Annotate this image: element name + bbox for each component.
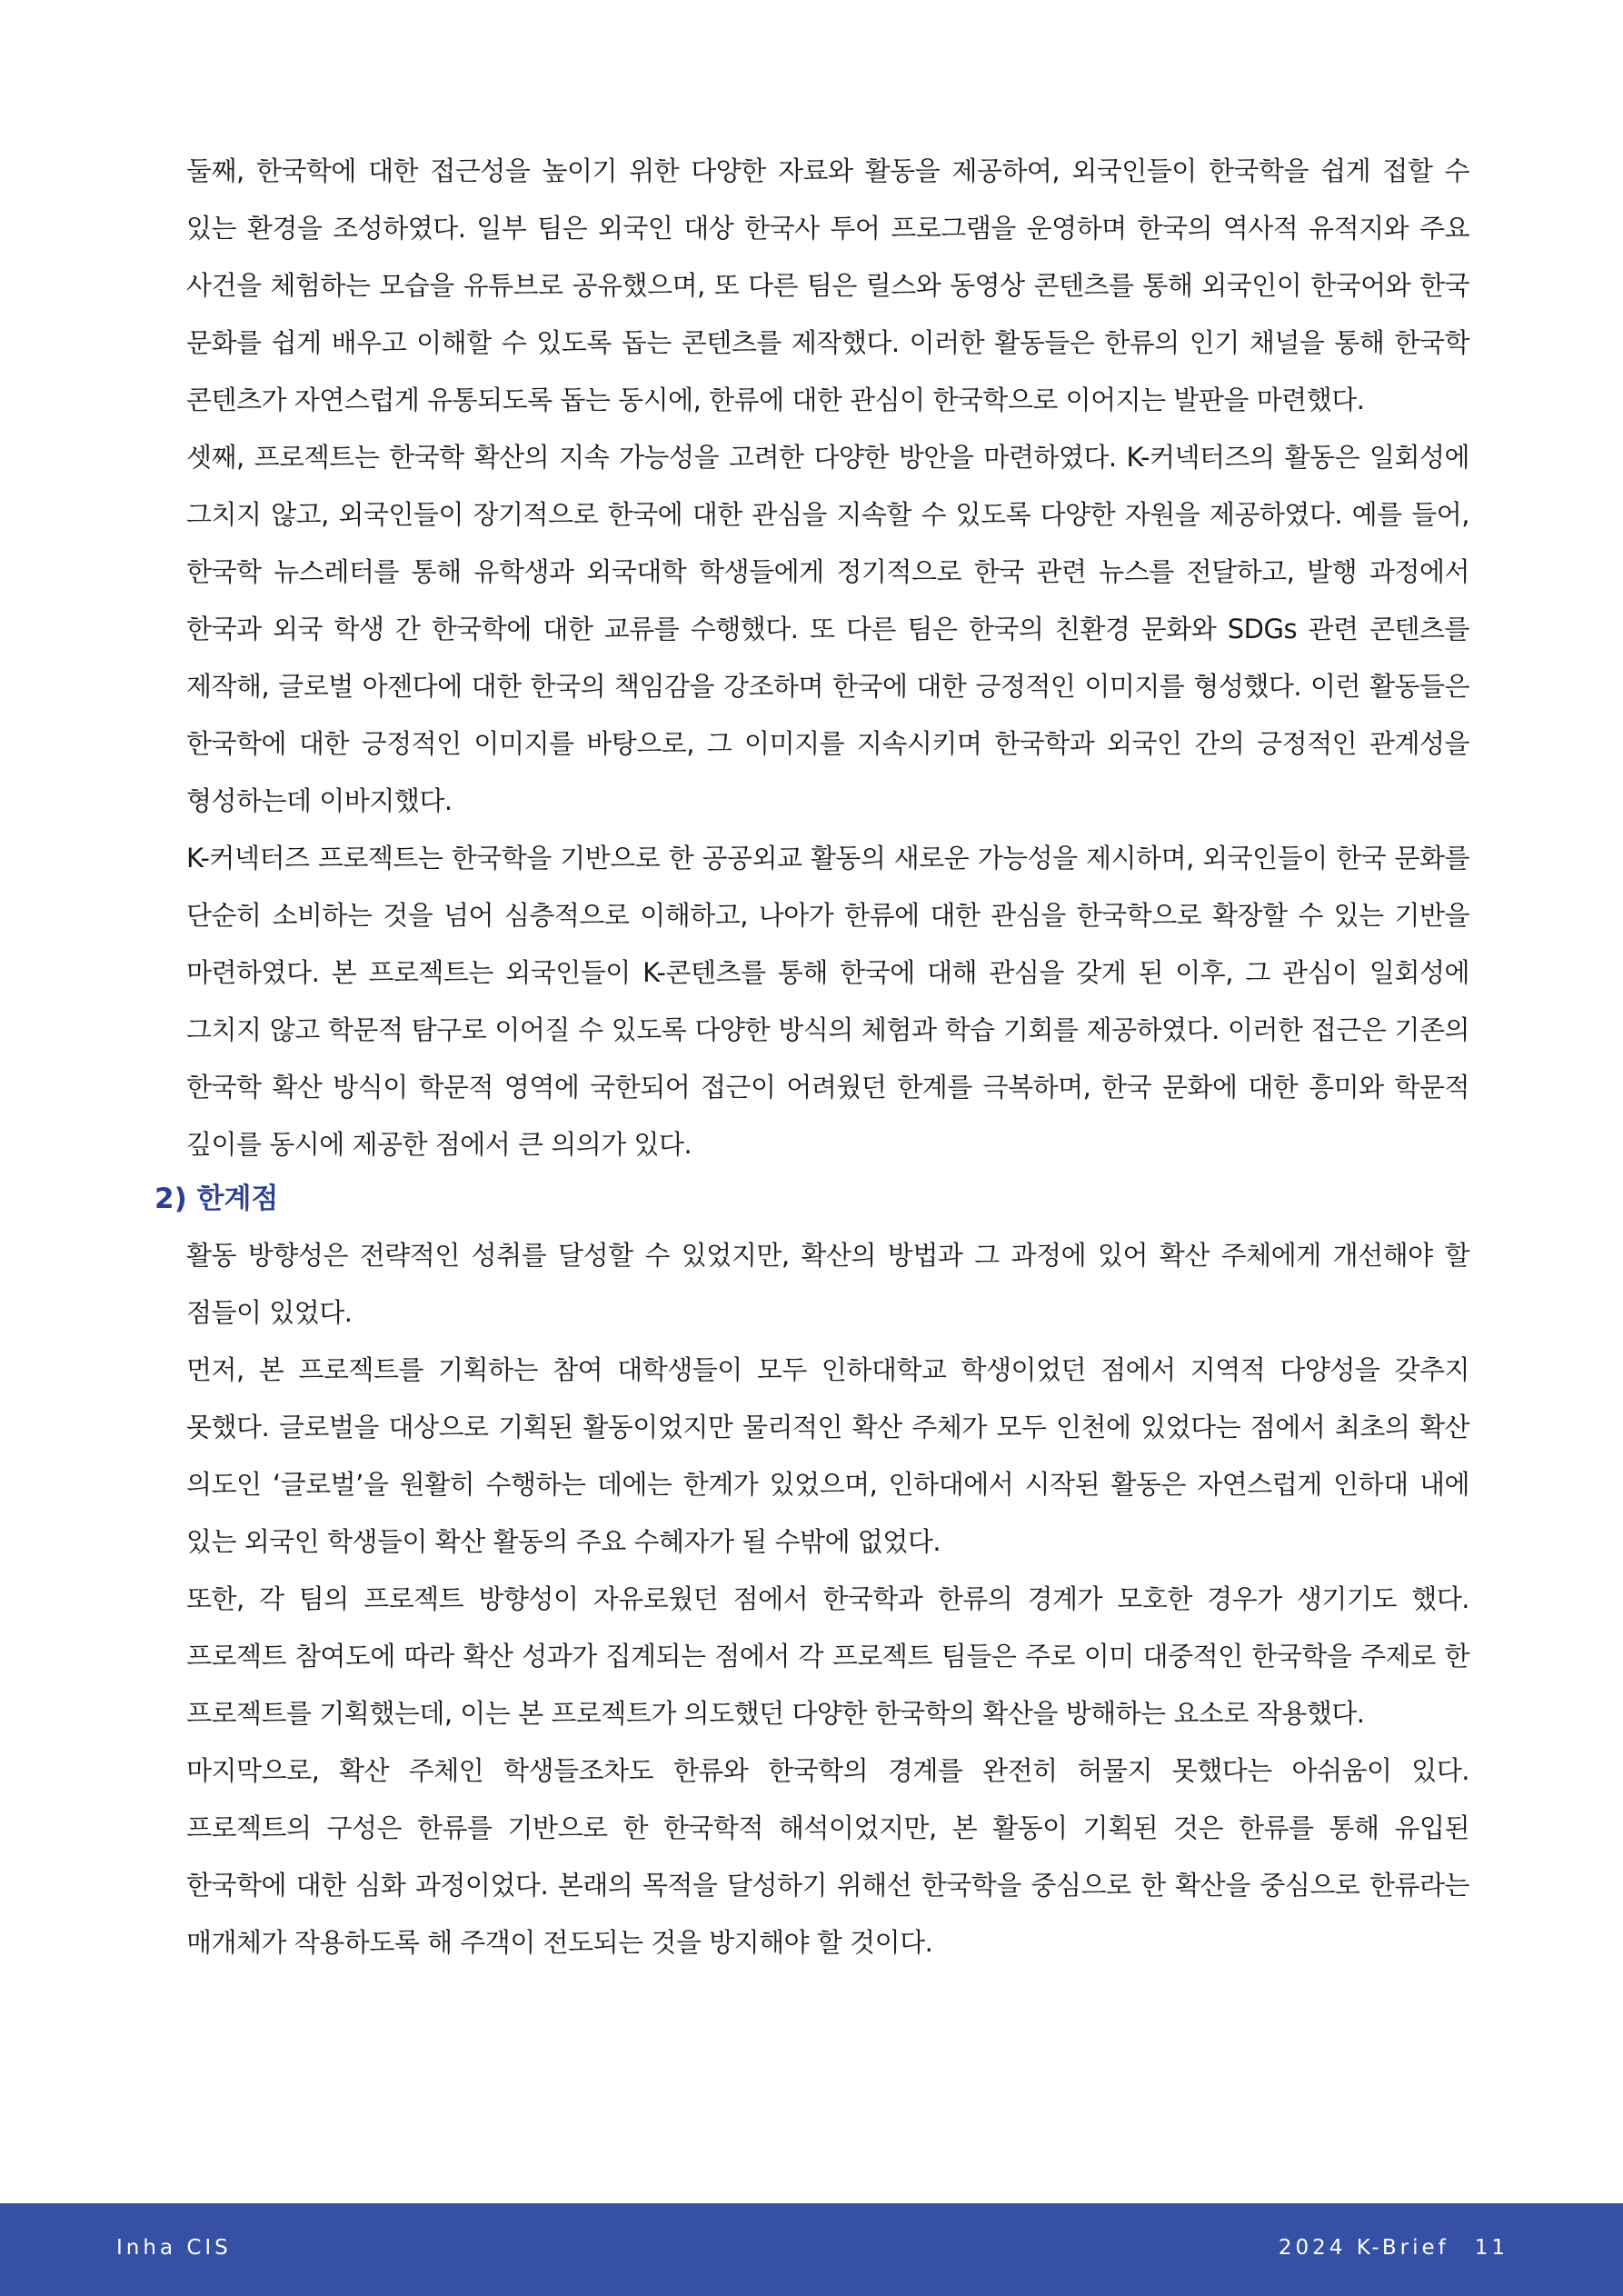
section-heading-limitations: 2) 한계점 [154,1183,279,1215]
footer-publication-title: 2024 K-Brief [1278,2236,1449,2260]
paragraph-limitations-intro: 활동 방향성은 전략적인 성취를 달성할 수 있었지만, 확산의 방법과 그 과정에 있어 확산 주체에게 개선해야 할 점들이 있었다. [186,1240,1469,1328]
paragraph-limitation-second: 또한, 각 팀의 프로젝트 방향성이 자유로웠던 점에서 한국학과 한류의 경계가 모호한 경우가 생기기도 했다. 프로젝트 참여도에 따라 확산 성과가 집계되는 점에서 각 프로젝트 팀들은 주로 이미 대중적인 한국학을 주제로 한 프로젝트를 기획했는데, 이는 본 프로젝트가 의도했던 다양한 한국학의 확산을 방해하는 요소로 작용했다. [186,1583,1469,1729]
paragraph-second-point: 둘째, 한국학에 대한 접근성을 높이기 위한 다양한 자료와 활동을 제공하여, 외국인들이 한국학을 쉽게 접할 수 있는 환경을 조성하였다. 일부 팀은 외국인 대상 한국사 투어 프로그램을 운영하며 한국의 역사적 유적지와 주요 사건을 체험하는 모습을 유튜브로 공유했으며, 또 다른 팀은 릴스와 동영상 콘텐츠를 통해 외국인이 한국어와 한국 문화를 쉽게 배우고 이해할 수 있도록 돕는 콘텐츠를 제작했다. 이러한 활동들은 한류의 인기 채널을 통해 한국학 콘텐츠가 자연스럽게 유통되도록 돕는 동시에, 한류에 대한 관심이 한국학으로 이어지는 발판을 마련했다. [186,155,1469,415]
page-footer [0,2203,1623,2296]
paragraph-limitation-last: 마지막으로, 확산 주체인 학생들조차도 한류와 한국학의 경계를 완전히 허물지 못했다는 아쉬움이 있다. 프로젝트의 구성은 한류를 기반으로 한 한국학적 해석이었지만, 본 활동이 기획된 것은 한류를 통해 유입된 한국학에 대한 심화 과정이었다. 본래의 목적을 달성하기 위해선 한국학을 중심으로 한 확산을 중심으로 한류라는 매개체가 작용하도록 해 주객이 전도되는 것을 방지해야 할 것이다. [186,1755,1469,1958]
body-text-top [186,143,1469,1173]
paragraph-third-point: 셋째, 프로젝트는 한국학 확산의 지속 가능성을 고려한 다양한 방안을 마련하였다. K-커넥터즈의 활동은 일회성에 그치지 않고, 외국인들이 장기적으로 한국에 대한 관심을 지속할 수 있도록 다양한 자원을 제공하였다. 예를 들어, 한국학 뉴스레터를 통해 유학생과 외국대학 학생들에게 정기적으로 한국 관련 뉴스를 전달하고, 발행 과정에서 한국과 외국 학생 간 한국학에 대한 교류를 수행했다. 또 다른 팀은 한국의 친환경 문화와 SDGs 관련 콘텐츠를 제작해, 글로벌 아젠다에 대한 한국의 책임감을 강조하며 한국에 대한 긍정적인 이미지를 형성했다. 이런 활동들은 한국학에 대한 긍정적인 이미지를 바탕으로, 그 이미지를 지속시키며 한국학과 외국인 간의 긍정적인 관계성을 형성하는데 이바지했다. [186,442,1469,816]
footer-org-label: Inha CIS [116,2236,232,2260]
page-number: 11 [1474,2236,1508,2260]
paragraph-project-significance: K-커넥터즈 프로젝트는 한국학을 기반으로 한 공공외교 활동의 새로운 가능성을 제시하며, 외국인들이 한국 문화를 단순히 소비하는 것을 넘어 심층적으로 이해하고, 나아가 한류에 대한 관심을 한국학으로 확장할 수 있는 기반을 마련하였다. 본 프로젝트는 외국인들이 K-콘텐츠를 통해 한국에 대해 관심을 갖게 된 이후, 그 관심이 일회성에 그치지 않고 학문적 탐구로 이어질 수 있도록 다양한 방식의 체험과 학습 기회를 제공하였다. 이러한 접근은 기존의 한국학 확산 방식이 학문적 영역에 국한되어 접근이 어려웠던 한계를 극복하며, 한국 문화에 대한 흥미와 학문적 깊이를 동시에 제공한 점에서 큰 의의가 있다. [186,843,1469,1160]
body-text-bottom [186,1227,1469,1972]
paragraph-limitation-first: 먼저, 본 프로젝트를 기획하는 참여 대학생들이 모두 인하대학교 학생이었던 점에서 지역적 다양성을 갖추지 못했다. 글로벌을 대상으로 기획된 활동이었지만 물리적인 확산 주체가 모두 인천에 있었다는 점에서 최초의 확산 의도인 ‘글로벌’을 원활히 수행하는 데에는 한계가 있었으며, 인하대에서 시작된 활동은 자연스럽게 인하대 내에 있는 외국인 학생들이 확산 활동의 주요 수혜자가 될 수밖에 없었다. [186,1354,1469,1557]
footer-publication-info [1279,2236,1508,2260]
